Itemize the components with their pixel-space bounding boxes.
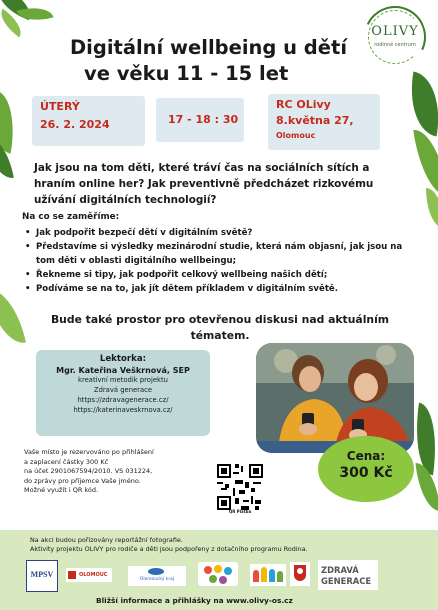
payment-line: na účet 2901067594/2010. VS 031224, bbox=[24, 467, 153, 476]
lecturer-name: Mgr. Kateřina Veškrnová, SEP bbox=[56, 366, 190, 375]
focus-item: • Podíváme se na to, jak jít dětem příkladem v digitálním světě. bbox=[22, 282, 412, 296]
partner-logo-colorful bbox=[198, 562, 238, 586]
price-label: Cena: bbox=[346, 449, 386, 463]
payment-line: do zprávy pro příjemce Vaše jméno. bbox=[24, 476, 141, 485]
payment-line: Možné využít i QR kód. bbox=[24, 486, 99, 495]
mpsv-logo bbox=[26, 560, 58, 592]
price-badge bbox=[318, 436, 414, 502]
zdrava-generace-logo bbox=[318, 560, 378, 590]
payment-line: Vaše místo je rezervováno po přihlášení bbox=[24, 448, 154, 456]
event-address: 8.května 27, bbox=[276, 114, 354, 127]
lecturer-project: Zdravá generace bbox=[93, 386, 153, 394]
page-title-line-2: ve věku 11 - 15 let bbox=[84, 62, 289, 85]
children-figures-logo bbox=[250, 564, 286, 586]
zdrava-generace-text-2: GENERACE bbox=[321, 576, 372, 586]
time-box bbox=[156, 98, 244, 142]
olivy-logo bbox=[364, 6, 426, 68]
olomoucky-kraj-logo bbox=[128, 566, 186, 586]
discussion-text: Bude také prostor pro otevřenou diskusi nad aktuálním tématem. bbox=[50, 313, 390, 342]
focus-heading: Na co se zaměříme: bbox=[22, 212, 120, 222]
lecturer-url-1[interactable]: https://zdravagenerace.cz/ bbox=[77, 396, 169, 404]
qr-caption: QR Platba bbox=[228, 509, 252, 514]
venue-box bbox=[268, 94, 380, 150]
leaf-decoration-left bbox=[0, 92, 24, 182]
price-value: 300 Kč bbox=[339, 465, 393, 481]
event-venue: RC OLivy bbox=[276, 98, 331, 111]
leaf-decoration-top-left bbox=[0, 0, 60, 44]
kraj-logo-text: Olomoucký kraj bbox=[139, 577, 175, 582]
event-day: ÚTERÝ bbox=[40, 100, 80, 113]
leaf-decoration-right bbox=[392, 68, 438, 238]
lecturer-url-2[interactable]: https://katerinaveskrnova.cz/ bbox=[73, 406, 173, 414]
page-title-line-1: Digitální wellbeing u dětí bbox=[70, 36, 347, 59]
focus-item: • Jak podpořit bezpečí dětí v digitálním světě? bbox=[22, 226, 412, 240]
focus-list bbox=[22, 226, 412, 296]
children-with-phones-photo bbox=[256, 343, 414, 453]
event-date: 26. 2. 2024 bbox=[40, 118, 110, 131]
logo-name: OLIVY bbox=[371, 24, 419, 39]
ministry-emblem-logo bbox=[290, 562, 310, 586]
olomouc-logo-text: OLOMOUC bbox=[79, 572, 108, 578]
mpsv-logo-text: MPSV bbox=[30, 570, 54, 579]
focus-item: • Řekneme si tipy, jak podpořit celkový wellbeing našich dětí; bbox=[22, 268, 412, 282]
footer-note-funding: Aktivity projektu OLIVY pro rodiče a děti jsou podpořeny z dotačního programu Rodina. bbox=[30, 545, 308, 553]
olomouc-logo bbox=[66, 568, 112, 582]
payment-info bbox=[24, 448, 204, 496]
lecturer-heading: Lektorka: bbox=[99, 354, 147, 364]
logo-subtitle: rodinné centrum bbox=[374, 42, 416, 48]
focus-item: • Představíme si výsledky mezinárodní studie, která nám objasní, jak jsou na tom děti v oblasti digitálního wellbeingu; bbox=[22, 240, 412, 268]
intro-text: Jak jsou na tom děti, které tráví čas na sociálních sítích a hraním online her? Jak preventivně předcházet rizkovému užívání digitálních technologií? bbox=[34, 162, 374, 206]
event-time: 17 - 18 : 30 bbox=[168, 113, 239, 126]
leaf-decoration-bottom-left bbox=[0, 286, 28, 356]
payment-line: a zaplacení částky 300 Kč bbox=[24, 457, 109, 466]
event-city: Olomouc bbox=[276, 131, 316, 140]
date-box bbox=[32, 96, 145, 146]
lecturer-box bbox=[36, 350, 210, 436]
lecturer-role: kreativní metodik projektu bbox=[78, 376, 168, 384]
footer-info-link[interactable]: Bližší informace a přihlášky na www.olivy-os.cz bbox=[96, 596, 293, 605]
footer-note-photos: Na akci budou pořizovány reportážní fotografie. bbox=[30, 536, 183, 544]
zdrava-generace-text-1: ZDRAVÁ bbox=[321, 565, 359, 575]
